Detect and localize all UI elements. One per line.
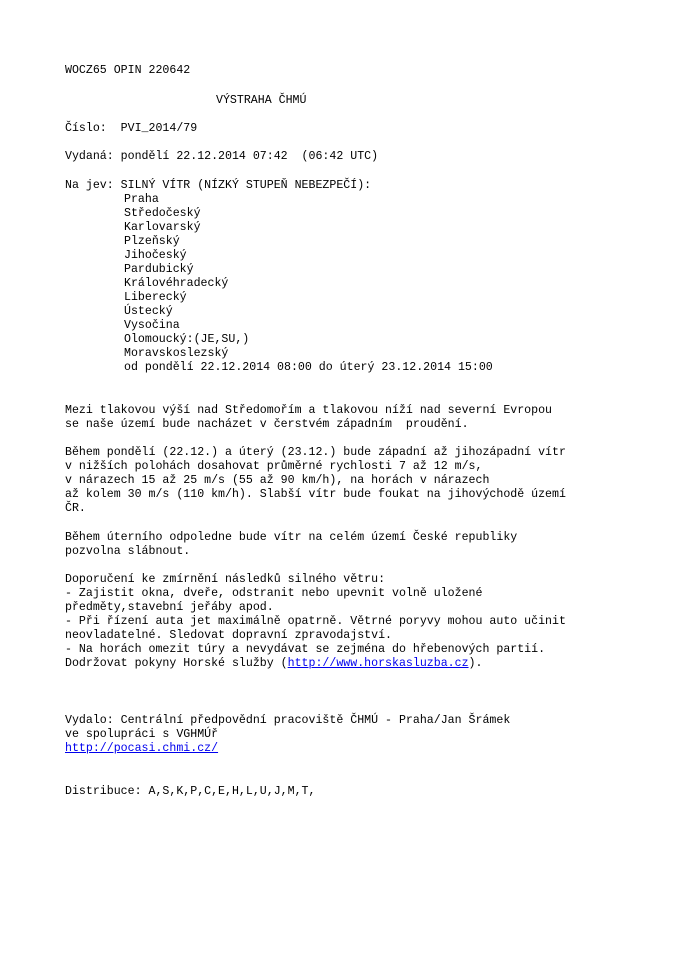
paragraph-line: Doporučení ke zmírnění následků silného větru:: [65, 573, 386, 586]
paragraph-line: pozvolna slábnout.: [65, 545, 191, 558]
region-item: Liberecký: [124, 291, 187, 304]
closing-paren: ).: [468, 657, 483, 670]
paragraph-line: - Zajistit okna, dveře, odstranit nebo upevnit volně uložené: [65, 587, 483, 600]
paragraph-line: neovladatelné. Sledovat dopravní zpravodajství.: [65, 629, 392, 642]
paragraph-line: předměty,stavební jeřáby apod.: [65, 601, 274, 614]
cooperation: ve spolupráci s VGHMÚř: [65, 728, 219, 741]
region-item: Královéhradecký: [124, 277, 229, 290]
message-code: WOCZ65 OPIN 220642: [65, 64, 191, 77]
paragraph-line: v nižších polohách dosahovat průměrné rychlosti 7 až 12 m/s,: [65, 460, 483, 473]
region-item: Karlovarský: [124, 221, 201, 234]
document-title: VÝSTRAHA ČHMÚ: [216, 94, 307, 107]
region-item: Olomoucký:(JE,SU,): [124, 333, 250, 346]
warning-number: Číslo: PVI_2014/79: [65, 122, 198, 135]
region-item: Pardubický: [124, 263, 194, 276]
chmi-link[interactable]: http://pocasi.chmi.cz/: [65, 742, 219, 755]
paragraph-line: Během pondělí (22.12.) a úterý (23.12.) bude západní až jihozápadní vítr: [65, 446, 566, 459]
region-item: Středočeský: [124, 207, 201, 220]
region-item: Moravskoslezský: [124, 347, 229, 360]
paragraph-line: v nárazech 15 až 25 m/s (55 až 90 km/h), na horách v nárazech: [65, 474, 490, 487]
paragraph-line: ČR.: [65, 502, 86, 515]
region-item: Plzeňský: [124, 235, 180, 248]
chmi-link-row: [65, 742, 218, 756]
paragraph-line: [65, 657, 482, 671]
issued-date: Vydaná: pondělí 22.12.2014 07:42 (06:42 UTC): [65, 150, 379, 163]
paragraph-line: se naše území bude nacházet v čerstvém západním proudění.: [65, 418, 469, 431]
phenomenon-line: Na jev: SILNÝ VÍTR (NÍZKÝ STUPEŇ NEBEZPEČÍ):: [65, 179, 372, 192]
issued-by: Vydalo: Centrální předpovědní pracoviště ČHMÚ - Praha/Jan Šrámek: [65, 714, 511, 727]
distribution: Distribuce: A,S,K,P,C,E,H,L,U,J,M,T,: [65, 785, 316, 798]
region-item: Ústecký: [124, 305, 173, 318]
validity-period: od pondělí 22.12.2014 08:00 do úterý 23.12.2014 15:00: [124, 361, 493, 374]
mountain-service-link[interactable]: http://www.horskasluzba.cz: [287, 657, 469, 670]
region-item: Jihočeský: [124, 249, 187, 262]
paragraph-line: až kolem 30 m/s (110 km/h). Slabší vítr bude foukat na jihovýchodě území: [65, 488, 566, 501]
paragraph-line: - Při řízení auta jet maximálně opatrně. Větrné poryvy mohou auto učinit: [65, 615, 566, 628]
paragraph-line: - Na horách omezit túry a nevydávat se zejména do hřebenových partií.: [65, 643, 546, 656]
paragraph-line: Během úterního odpoledne bude vítr na celém území České republiky: [65, 531, 518, 544]
paragraph-line: Mezi tlakovou výší nad Středomořím a tlakovou níží nad severní Evropou: [65, 404, 553, 417]
mountain-service-text: Dodržovat pokyny Horské služby (: [65, 657, 288, 670]
region-item: Praha: [124, 193, 159, 206]
region-item: Vysočina: [124, 319, 180, 332]
